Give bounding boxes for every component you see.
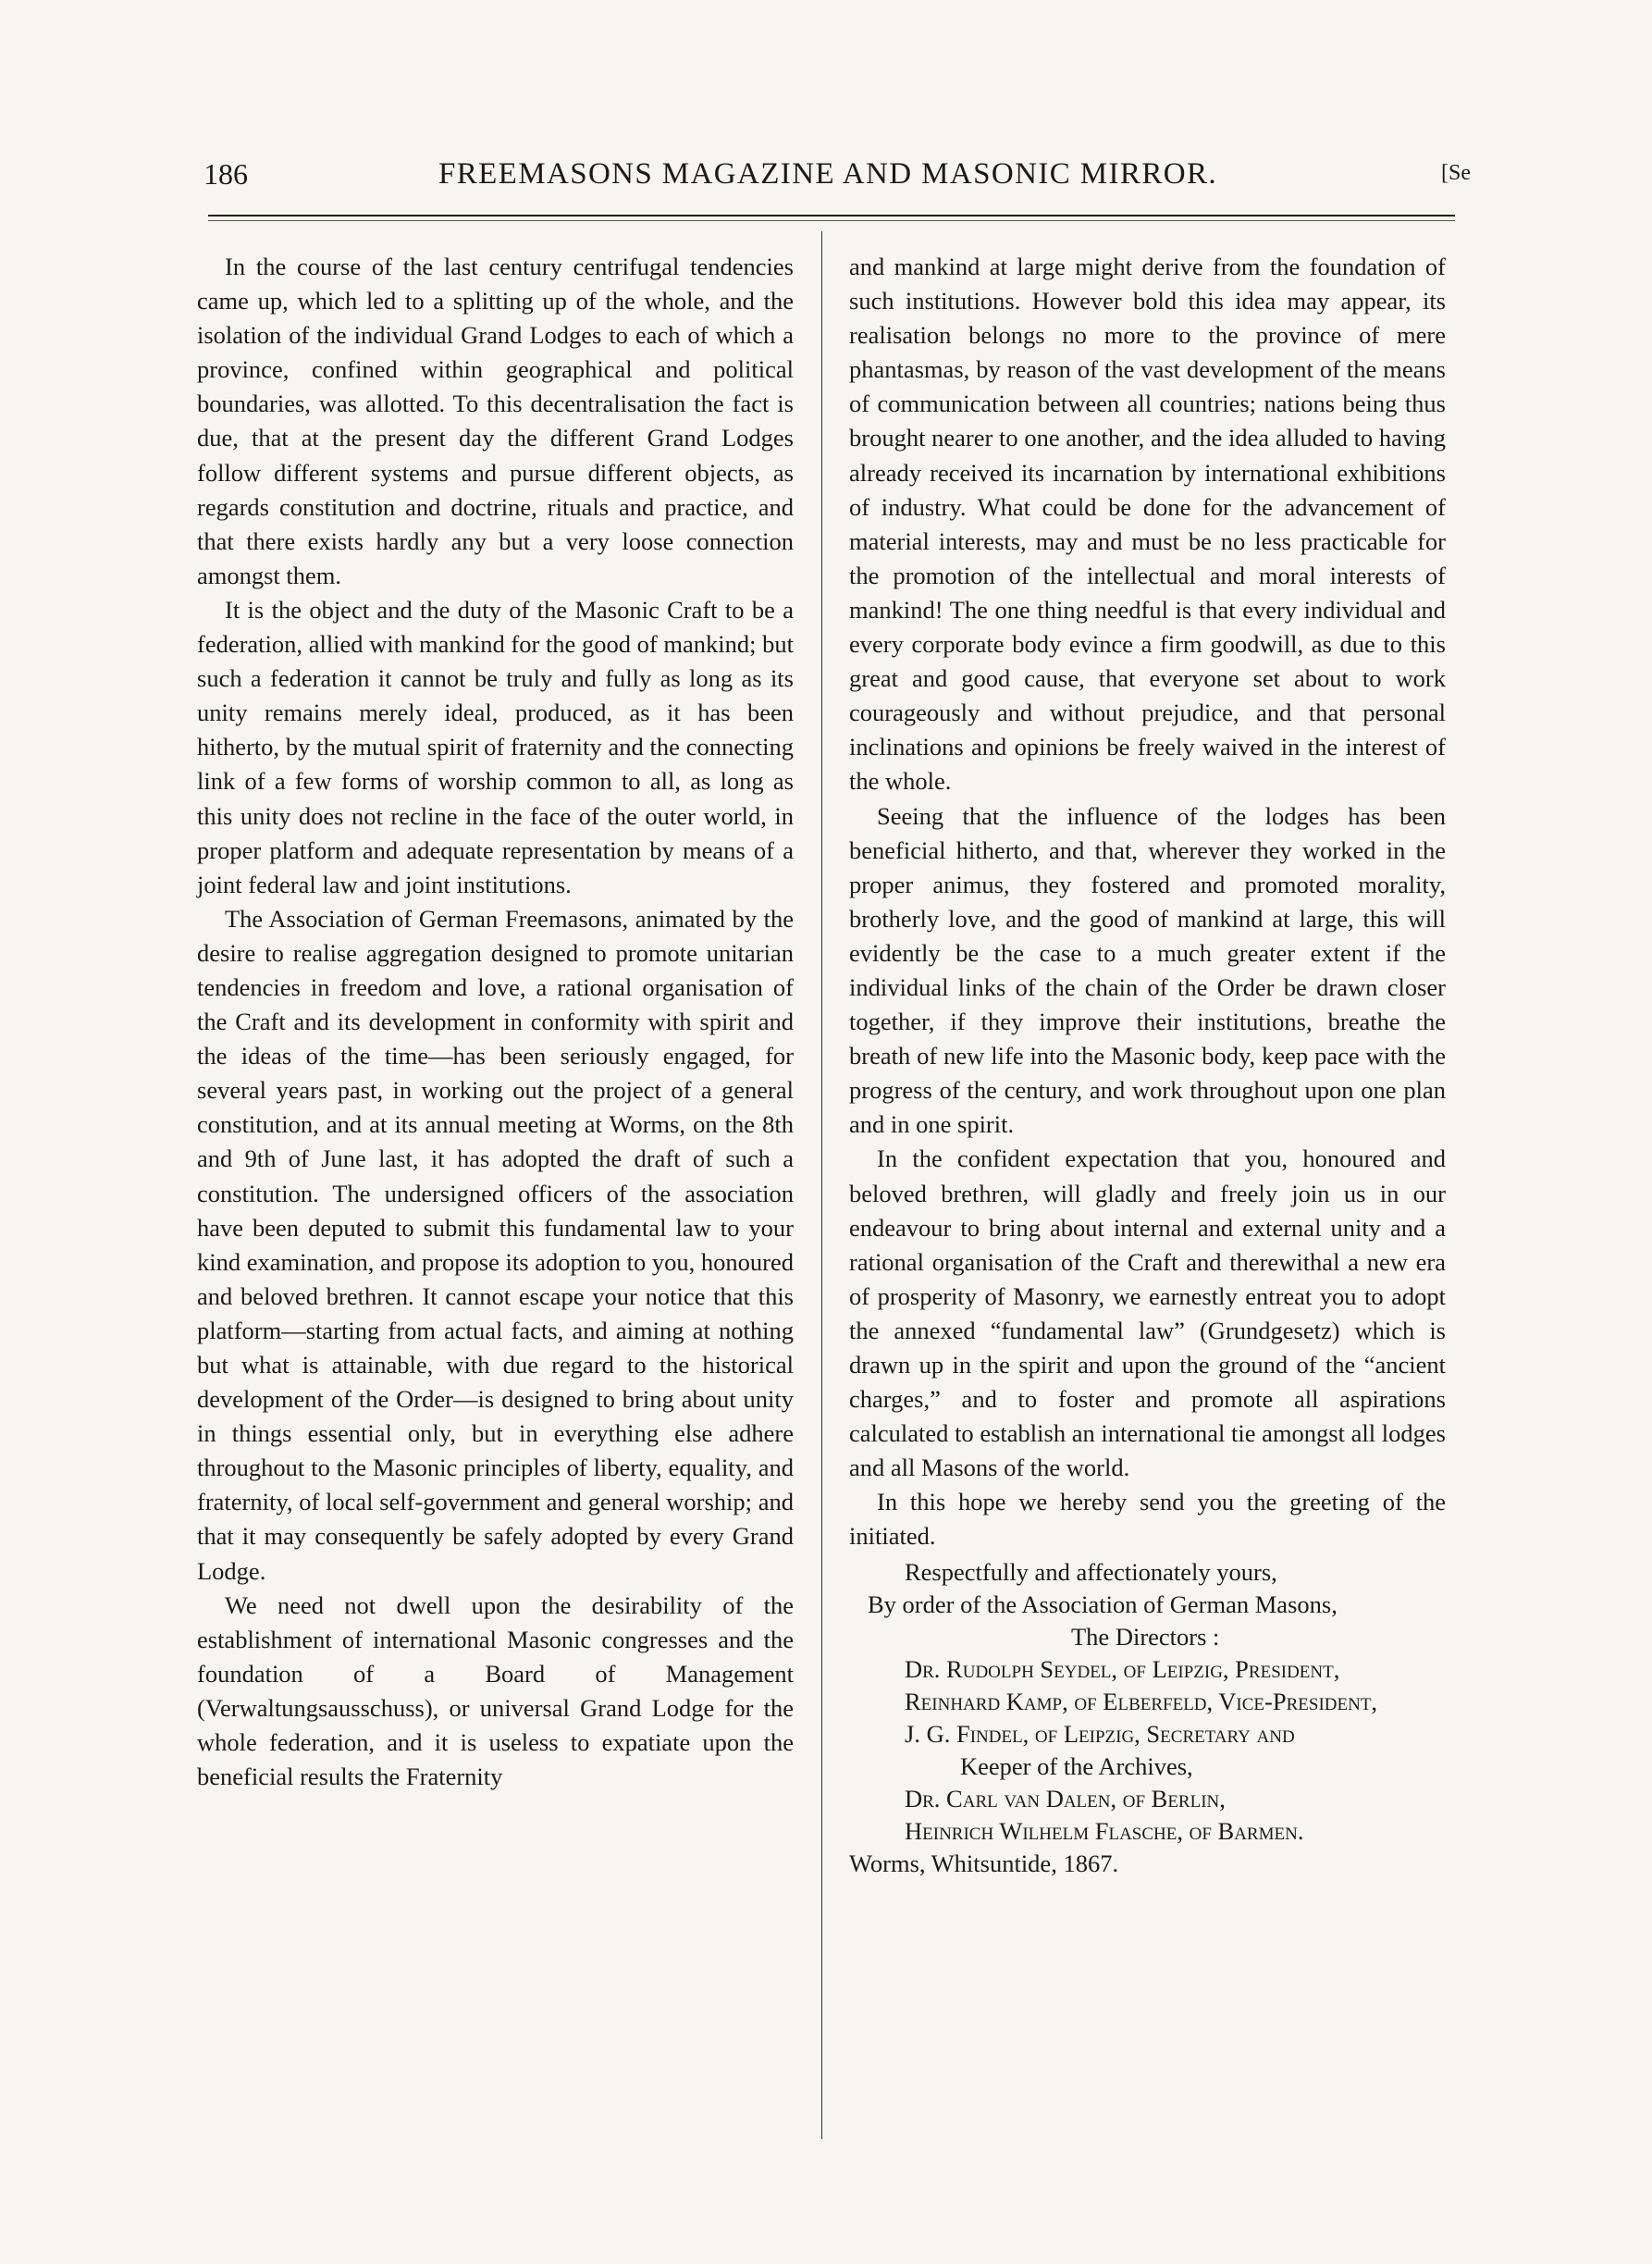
cut-off-text: [Se [1441, 161, 1471, 185]
paragraph: In this hope we hereby send you the greeting of the initiated. [849, 1488, 1446, 1551]
signatory: Dr. Carl van Dalen, of Berlin, [905, 1784, 1226, 1812]
header-rule-thin [208, 220, 1455, 221]
signatory: J. G. Findel, of Leipzig, Secretary and [905, 1719, 1295, 1748]
paragraph: Seeing that the influence of the lodges has been beneficial hitherto, and that, wherever they worked in the proper animus, they fostered and promoted morality, brotherly love, and the good of mankind at large, this will evidently be the case to a much greater extent if the individual links of the chain of the Order be drawn closer together, if they improve their institutions, breathe the breath of new life into the Masonic body, keep pace with the progress of the century, and work throughout upon one plan and in one spirit. [849, 801, 1446, 1139]
signatory-continuation: Keeper of the Archives, [960, 1751, 1193, 1780]
column-divider [821, 231, 822, 2139]
letter-closing [849, 1556, 1446, 1880]
running-title: FREEMASONS MAGAZINE AND MASONIC MIRROR. [438, 157, 1218, 191]
left-column [197, 250, 794, 1794]
page-number: 186 [203, 157, 248, 191]
valediction: Respectfully and affectionately yours, [905, 1557, 1277, 1586]
signatory: Reinhard Kamp, of Elberfeld, Vice-President, [905, 1687, 1378, 1715]
paragraph: In the confident expectation that you, honoured and beloved brethren, will gladly and freely join us in our endeavour to bring about internal and external unity and a rational organisation of the Craft and therewithal a new era of prosperity of Masonry, we earnestly entreat you to adopt the annexed “fundamental law” (Grundgesetz) which is drawn up in the spirit and upon the ground of the “ancient charges,” and to foster and promote all aspirations calculated to establish an international tie amongst all lodges and all Masons of the world. [849, 1144, 1446, 1482]
paragraph: The Association of German Freemasons, animated by the desire to realise aggregation designed to promote unitarian tendencies in freedom and love, a rational organisation of the Craft and its development in conformity with spirit and the ideas of the time—has been seriously engaged, for several years past, in working out the project of a general constitution, and at its annual meeting at Worms, on the 8th and 9th of June last, it has adopted the draft of such a constitution. The undersigned officers of the association have been deputed to submit this fundamental law to your kind examination, and propose its adoption to you, honoured and beloved brethren. It cannot escape your notice that this platform—starting from actual facts, and aiming at nothing but what is attainable, with due regard to the historical development of the Order—is designed to bring about unity in things essential only, but in everything else adhere throughout to the Masonic principles of liberty, equality, and fraternity, of local self-government and general worship; and that it may consequently be safely adopted by every Grand Lodge. [197, 904, 794, 1585]
right-column [849, 250, 1446, 1880]
paragraph: We need not dwell upon the desirability of the establishment of international Masonic congresses and the foundation of a Board of Management (Verwaltungsausschuss), or universal Grand Lodge for the whole federation, and it is useless to expatiate upon the beneficial results the Fraternity [197, 1590, 794, 1791]
paragraph: and mankind at large might derive from the foundation of such institutions. However bold this idea may appear, its realisation belongs no more to the province of mere phantasmas, by reason of the vast development of the means of communication between all countries; nations being thus brought nearer to one another, and the idea alluded to having already received its incarnation by international exhibitions of industry. What could be done for the advancement of material interests, may and must be no less practicable for the promotion of the intellectual and moral interests of mankind! The one thing needful is that every individual and every corporate body evince a firm goodwill, as due to this great and good cause, that everyone set about to work courageously and without prejudice, and that personal inclinations and opinions be freely waived in the interest of the whole. [849, 253, 1446, 796]
paragraph: In the course of the last century centrifugal tendencies came up, which led to a splitting up of the whole, and the isolation of the individual Grand Lodges to each of which a province, confined within geographical and political boundaries, was allotted. To this decentralisation the fact is due, that at the present day the different Grand Lodges follow different systems and pursue different objects, as regards constitution and doctrine, rituals and practice, and that there exists hardly any but a very loose connection amongst them. [197, 253, 794, 589]
page-header [185, 157, 1471, 204]
place-date: Worms, Whitsuntide, 1867. [849, 1849, 1119, 1877]
authority-line: By order of the Association of German Masons, [868, 1590, 1338, 1618]
paragraph: It is the object and the duty of the Masonic Craft to be a federation, allied with mankind for the good of mankind; but such a federation it cannot be truly and fully as long as its unity remains merely ideal, produced, as it has been hitherto, by the mutual spirit of fraternity and the connecting link of a few forms of worship common to all, as long as this unity does not recline in the face of the outer world, in proper platform and adequate representation by means of a joint federal law and joint institutions. [197, 595, 794, 898]
header-rule [208, 215, 1455, 217]
signatory: Heinrich Wilhelm Flasche, of Barmen. [905, 1816, 1304, 1845]
directors-heading: The Directors : [1071, 1622, 1220, 1651]
signatory: Dr. Rudolph Seydel, of Leipzig, President, [905, 1654, 1340, 1683]
